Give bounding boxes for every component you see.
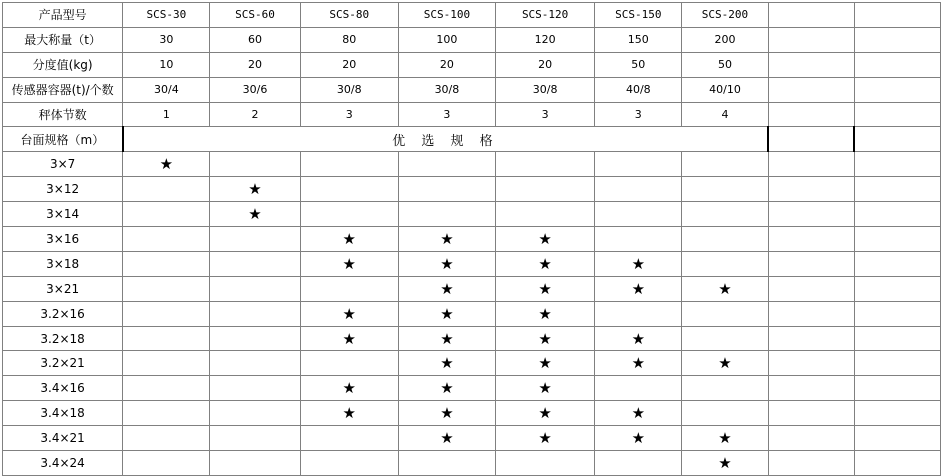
- empty-cell: [768, 52, 854, 77]
- empty-cell: [854, 202, 940, 227]
- empty-cell: [854, 77, 940, 102]
- empty-cell: [595, 376, 682, 401]
- empty-cell: [210, 326, 300, 351]
- empty-cell: [210, 426, 300, 451]
- empty-cell: [768, 177, 854, 202]
- empty-cell: [854, 227, 940, 252]
- preferred-star-icon: ★: [210, 202, 300, 227]
- preferred-star-icon: ★: [398, 251, 495, 276]
- empty-cell: [768, 401, 854, 426]
- empty-cell: [768, 276, 854, 301]
- empty-cell: [123, 251, 210, 276]
- empty-cell: [682, 152, 768, 177]
- empty-cell: [496, 152, 595, 177]
- empty-cell: [768, 351, 854, 376]
- empty-cell: [768, 127, 854, 152]
- empty-cell: [682, 177, 768, 202]
- empty-cell: [768, 152, 854, 177]
- size-label: 3.4×21: [3, 426, 123, 451]
- size-label: 3.4×18: [3, 401, 123, 426]
- row-label: 秤体节数: [3, 102, 123, 127]
- empty-cell: [210, 351, 300, 376]
- size-label: 3.4×16: [3, 376, 123, 401]
- size-row: [3, 227, 941, 252]
- table-body: [3, 3, 941, 476]
- empty-cell: [398, 152, 495, 177]
- empty-cell: [300, 276, 398, 301]
- empty-cell: [398, 202, 495, 227]
- empty-cell: [682, 301, 768, 326]
- preferred-star-icon: ★: [300, 401, 398, 426]
- size-label: 3×12: [3, 177, 123, 202]
- model-header: SCS-150: [595, 3, 682, 28]
- spec-value: 50: [595, 52, 682, 77]
- size-label: 3.2×18: [3, 326, 123, 351]
- spec-value: 40/10: [682, 77, 768, 102]
- spec-table: [2, 2, 941, 476]
- preferred-star-icon: ★: [300, 227, 398, 252]
- model-header: SCS-200: [682, 3, 768, 28]
- empty-cell: [682, 251, 768, 276]
- empty-cell: [300, 451, 398, 476]
- size-row: [3, 401, 941, 426]
- preferred-spec-label: 优 选 规 格: [123, 127, 768, 152]
- empty-cell: [854, 426, 940, 451]
- empty-cell: [768, 27, 854, 52]
- empty-cell: [854, 401, 940, 426]
- empty-cell: [768, 102, 854, 127]
- empty-cell: [768, 77, 854, 102]
- empty-cell: [768, 251, 854, 276]
- empty-cell: [210, 251, 300, 276]
- spec-value: 20: [300, 52, 398, 77]
- empty-cell: [210, 276, 300, 301]
- empty-cell: [123, 301, 210, 326]
- empty-cell: [210, 401, 300, 426]
- size-label: 3×18: [3, 251, 123, 276]
- empty-cell: [300, 177, 398, 202]
- size-label: 3.2×21: [3, 351, 123, 376]
- empty-cell: [854, 27, 940, 52]
- spec-value: 3: [398, 102, 495, 127]
- spec-value: 40/8: [595, 77, 682, 102]
- empty-cell: [123, 177, 210, 202]
- spec-value: 120: [496, 27, 595, 52]
- empty-cell: [595, 301, 682, 326]
- model-header: SCS-30: [123, 3, 210, 28]
- empty-cell: [210, 152, 300, 177]
- size-row: [3, 326, 941, 351]
- size-row: [3, 351, 941, 376]
- preferred-star-icon: ★: [682, 426, 768, 451]
- preferred-star-icon: ★: [123, 152, 210, 177]
- empty-cell: [210, 376, 300, 401]
- empty-cell: [595, 451, 682, 476]
- preferred-star-icon: ★: [496, 376, 595, 401]
- empty-cell: [300, 426, 398, 451]
- empty-cell: [123, 426, 210, 451]
- preferred-star-icon: ★: [595, 351, 682, 376]
- row-label: 产品型号: [3, 3, 123, 28]
- spec-value: 100: [398, 27, 495, 52]
- empty-cell: [398, 177, 495, 202]
- size-row: [3, 301, 941, 326]
- spec-row: [3, 27, 941, 52]
- preferred-star-icon: ★: [595, 326, 682, 351]
- size-label: 3×21: [3, 276, 123, 301]
- model-header: SCS-80: [300, 3, 398, 28]
- preferred-star-icon: ★: [496, 301, 595, 326]
- model-header: SCS-100: [398, 3, 495, 28]
- spec-value: 30/4: [123, 77, 210, 102]
- empty-cell: [854, 251, 940, 276]
- spec-value: 20: [398, 52, 495, 77]
- preferred-star-icon: ★: [595, 251, 682, 276]
- preferred-star-icon: ★: [300, 326, 398, 351]
- size-row: [3, 152, 941, 177]
- empty-cell: [854, 451, 940, 476]
- size-row: [3, 251, 941, 276]
- spec-value: 30: [123, 27, 210, 52]
- size-label: 3.2×16: [3, 301, 123, 326]
- spec-value: 150: [595, 27, 682, 52]
- empty-cell: [768, 3, 854, 28]
- spec-value: 30/8: [398, 77, 495, 102]
- empty-cell: [300, 202, 398, 227]
- spec-value: 3: [595, 102, 682, 127]
- preferred-star-icon: ★: [496, 401, 595, 426]
- empty-cell: [210, 451, 300, 476]
- empty-cell: [768, 301, 854, 326]
- row-label: 台面规格（m）: [3, 127, 123, 152]
- empty-cell: [768, 227, 854, 252]
- spec-row: [3, 77, 941, 102]
- preferred-star-icon: ★: [398, 301, 495, 326]
- empty-cell: [854, 177, 940, 202]
- size-label: 3×14: [3, 202, 123, 227]
- spec-value: 50: [682, 52, 768, 77]
- preferred-star-icon: ★: [496, 227, 595, 252]
- empty-cell: [123, 276, 210, 301]
- size-row: [3, 376, 941, 401]
- row-label: 传感器容器(t)/个数: [3, 77, 123, 102]
- empty-cell: [595, 202, 682, 227]
- model-header: SCS-120: [496, 3, 595, 28]
- empty-cell: [300, 351, 398, 376]
- spec-value: 30/6: [210, 77, 300, 102]
- empty-cell: [854, 301, 940, 326]
- empty-cell: [682, 326, 768, 351]
- size-row: [3, 426, 941, 451]
- empty-cell: [682, 401, 768, 426]
- preferred-star-icon: ★: [496, 251, 595, 276]
- empty-cell: [595, 227, 682, 252]
- empty-cell: [595, 177, 682, 202]
- spec-value: 3: [496, 102, 595, 127]
- platform-row: [3, 127, 941, 152]
- preferred-star-icon: ★: [682, 451, 768, 476]
- preferred-star-icon: ★: [496, 351, 595, 376]
- empty-cell: [854, 276, 940, 301]
- spec-value: 20: [496, 52, 595, 77]
- spec-value: 30/8: [300, 77, 398, 102]
- spec-row: [3, 52, 941, 77]
- empty-cell: [496, 202, 595, 227]
- preferred-star-icon: ★: [595, 401, 682, 426]
- empty-cell: [682, 376, 768, 401]
- empty-cell: [854, 152, 940, 177]
- spec-row: [3, 102, 941, 127]
- preferred-star-icon: ★: [496, 326, 595, 351]
- preferred-star-icon: ★: [496, 426, 595, 451]
- empty-cell: [854, 351, 940, 376]
- empty-cell: [496, 451, 595, 476]
- spec-value: 20: [210, 52, 300, 77]
- empty-cell: [210, 227, 300, 252]
- size-label: 3×16: [3, 227, 123, 252]
- preferred-star-icon: ★: [398, 426, 495, 451]
- empty-cell: [768, 451, 854, 476]
- empty-cell: [300, 152, 398, 177]
- empty-cell: [768, 202, 854, 227]
- empty-cell: [682, 227, 768, 252]
- empty-cell: [595, 152, 682, 177]
- spec-value: 3: [300, 102, 398, 127]
- preferred-star-icon: ★: [398, 401, 495, 426]
- spec-value: 1: [123, 102, 210, 127]
- preferred-star-icon: ★: [496, 276, 595, 301]
- spec-value: 200: [682, 27, 768, 52]
- size-row: [3, 451, 941, 476]
- empty-cell: [123, 376, 210, 401]
- empty-cell: [682, 202, 768, 227]
- spec-value: 2: [210, 102, 300, 127]
- empty-cell: [210, 301, 300, 326]
- preferred-star-icon: ★: [595, 276, 682, 301]
- spec-value: 60: [210, 27, 300, 52]
- preferred-star-icon: ★: [595, 426, 682, 451]
- size-row: [3, 276, 941, 301]
- spec-value: 30/8: [496, 77, 595, 102]
- empty-cell: [854, 3, 940, 28]
- empty-cell: [496, 177, 595, 202]
- empty-cell: [123, 451, 210, 476]
- row-label: 分度值(kg): [3, 52, 123, 77]
- empty-cell: [123, 202, 210, 227]
- preferred-star-icon: ★: [398, 276, 495, 301]
- empty-cell: [854, 127, 940, 152]
- spec-value: 10: [123, 52, 210, 77]
- size-row: [3, 177, 941, 202]
- model-header: SCS-60: [210, 3, 300, 28]
- empty-cell: [854, 326, 940, 351]
- empty-cell: [854, 102, 940, 127]
- empty-cell: [123, 227, 210, 252]
- preferred-star-icon: ★: [300, 376, 398, 401]
- empty-cell: [854, 376, 940, 401]
- preferred-star-icon: ★: [300, 251, 398, 276]
- size-label: 3.4×24: [3, 451, 123, 476]
- empty-cell: [123, 326, 210, 351]
- preferred-star-icon: ★: [398, 326, 495, 351]
- preferred-star-icon: ★: [682, 276, 768, 301]
- preferred-star-icon: ★: [398, 351, 495, 376]
- preferred-star-icon: ★: [682, 351, 768, 376]
- preferred-star-icon: ★: [300, 301, 398, 326]
- spec-value: 4: [682, 102, 768, 127]
- empty-cell: [768, 376, 854, 401]
- preferred-star-icon: ★: [398, 227, 495, 252]
- empty-cell: [123, 401, 210, 426]
- size-row: [3, 202, 941, 227]
- spec-value: 80: [300, 27, 398, 52]
- empty-cell: [768, 326, 854, 351]
- row-label: 最大称量（t）: [3, 27, 123, 52]
- size-label: 3×7: [3, 152, 123, 177]
- header-row: [3, 3, 941, 28]
- empty-cell: [768, 426, 854, 451]
- empty-cell: [123, 351, 210, 376]
- preferred-star-icon: ★: [398, 376, 495, 401]
- empty-cell: [398, 451, 495, 476]
- preferred-star-icon: ★: [210, 177, 300, 202]
- empty-cell: [854, 52, 940, 77]
